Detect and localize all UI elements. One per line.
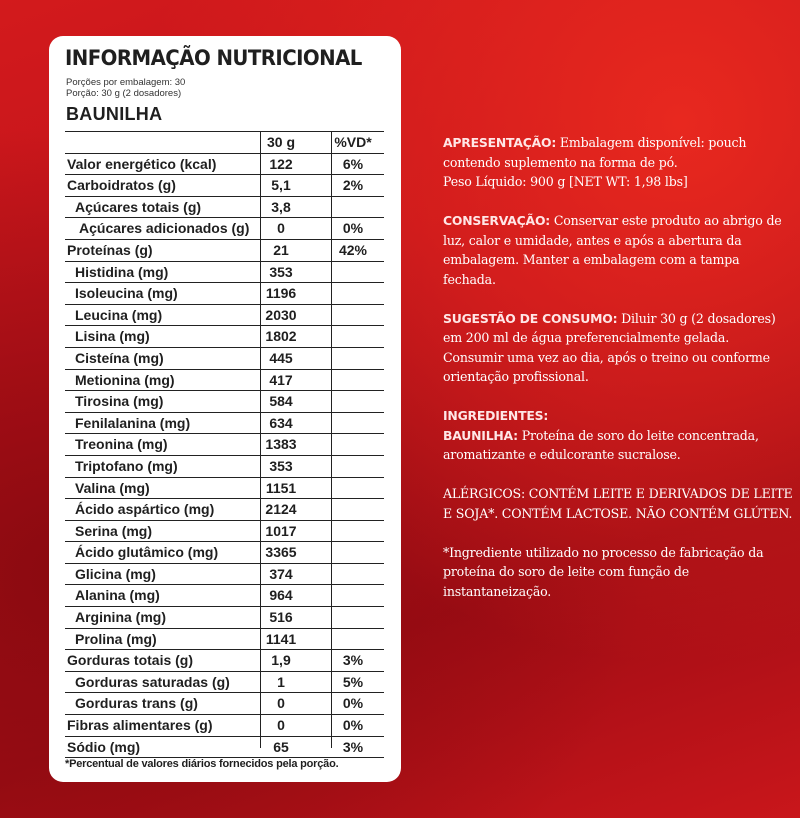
nutrient-name: Sódio (mg) [67,738,141,755]
nutrient-amount: 2124 [265,501,297,518]
nutrient-vd: 0% [342,695,364,712]
nutrient-name: Gorduras trans (g) [75,695,198,712]
table-row [65,629,384,651]
nutrient-name: Ácido glutâmico (mg) [75,544,219,561]
nutrient-vd: 0% [342,717,364,734]
sugestao-text: Diluir 30 g (2 dosadores) em 200 ml de água preferencialmente gelada. Consumir uma vez ao dia, após o treino ou conforme orientação profissional. [443,310,776,384]
table-row [65,348,384,370]
nutrient-amount: 1,9 [271,652,291,669]
apresentacao-text: Embalagem disponível: pouch contendo suplemento na forma de pó. [443,135,747,170]
table-row [65,672,384,694]
nutrient-name: Isoleucina (mg) [75,285,178,302]
table-row [65,650,384,672]
table-row [65,715,384,737]
apresentacao-heading: APRESENTAÇÃO: [443,135,557,150]
table-header-row [65,132,384,154]
nutrient-name: Arginina (mg) [75,609,166,626]
nutrient-amount: 1151 [265,479,297,496]
nutrient-amount: 122 [269,155,293,172]
nutrient-name: Gorduras totais (g) [67,652,194,669]
ingredientes-heading: INGREDIENTES: [443,408,549,423]
conservacao-section [443,211,793,289]
nutrient-name: Glicina (mg) [75,565,156,582]
baunilha-heading: BAUNILHA: [443,427,518,443]
nutrient-vd: 42% [338,241,368,258]
nutrient-amount: 1196 [265,285,297,302]
nutrient-amount: 584 [269,393,293,410]
conservacao-text: Conservar este produto ao abrigo de luz, calor e umidade, antes e após a abertura da embalagem. Manter a embalagem com a tampa fechada. [443,213,782,287]
baunilha-text: Proteína de soro do leite concentrada, aromatizante e edulcorante sucralose. [443,427,759,462]
nutrient-name: Lisina (mg) [75,328,150,345]
nutrient-amount: 0 [277,220,285,237]
table-row [65,413,384,435]
nutrient-name: Gorduras saturadas (g) [75,673,230,690]
nutrient-amount: 417 [269,371,293,388]
nutrient-amount: 21 [273,241,289,258]
nutrient-name: Açúcares totais (g) [75,198,202,215]
nutrient-name: Tirosina (mg) [75,393,164,410]
label-footnote: *Percentual de valores diários fornecidos pela porção. [65,758,339,770]
nutrient-amount: 353 [269,263,293,280]
nutrient-name: Prolina (mg) [75,630,157,647]
nutrient-amount: 964 [269,587,293,604]
nutrient-amount: 3,8 [271,198,291,215]
nutrient-amount: 2030 [265,306,297,323]
apresentacao-section [443,133,793,192]
table-row [65,564,384,586]
nutrient-name: Serina (mg) [75,522,153,539]
table-row [65,326,384,348]
sugestao-heading: SUGESTÃO DE CONSUMO: [443,310,618,326]
nutrient-vd: 5% [342,673,364,690]
nutrient-name: Histidina (mg) [75,263,169,280]
nutrient-name: Proteínas (g) [67,241,153,258]
nutrient-amount: 1 [277,673,285,690]
table-row [65,542,384,564]
nutrient-amount: 1802 [265,328,297,345]
alergicos-warning: ALÉRGICOS: CONTÉM LEITE E DERIVADOS DE LEITE E SOJA*. CONTÉM LACTOSE. NÃO CONTÉM GLÚTEN. [443,486,793,521]
nutrient-name: Metionina (mg) [75,371,175,388]
nutrition-label [49,36,401,782]
ingredientes-section [443,406,793,465]
nutrient-name: Ácido aspártico (mg) [75,501,215,518]
column-header-amount: 30 g [266,134,295,150]
conservacao-heading: CONSERVAÇÃO: [443,213,551,228]
table-row [65,499,384,521]
table-row [65,370,384,392]
nutrient-name: Alanina (mg) [75,587,160,604]
nutrient-vd: 2% [342,177,364,194]
nutrient-name: Valina (mg) [75,479,150,496]
table-row [65,585,384,607]
flavor-name: BAUNILHA [66,104,163,124]
nutrient-name: Leucina (mg) [75,306,163,323]
table-row [65,737,384,759]
nutrient-amount: 1141 [265,630,297,647]
nutrient-amount: 353 [269,457,293,474]
column-header-vd: %VD* [334,134,372,150]
net-weight: Peso Líquido: 900 g [NET WT: 1,98 lbs] [443,174,688,189]
table-row [65,262,384,284]
label-title: INFORMAÇÃO NUTRICIONAL [65,46,362,70]
table-row [65,240,384,262]
table-row [65,197,384,219]
nutrient-amount: 634 [269,414,293,431]
product-info [443,133,793,621]
nutrient-amount: 1017 [265,522,297,539]
nutrient-name: Carboidratos (g) [67,177,176,194]
nutrient-vd: 0% [342,220,364,237]
ingredient-note: *Ingrediente utilizado no processo de fabricação da proteína do soro de leite com função de instantaneização. [443,544,764,599]
nutrient-amount: 5,1 [271,177,291,194]
nutrient-name: Treonina (mg) [75,436,168,453]
nutrient-vd: 3% [342,738,364,755]
table-row [65,154,384,176]
table-row [65,175,384,197]
nutrient-amount: 1383 [265,436,297,453]
nutrient-vd: 3% [342,652,364,669]
nutrient-name: Fibras alimentares (g) [67,717,213,734]
table-row [65,478,384,500]
table-row [65,218,384,240]
sugestao-section [443,309,793,387]
nutrient-name: Triptofano (mg) [75,457,178,474]
nutrient-amount: 0 [277,717,285,734]
nutrient-vd: 6% [342,155,364,172]
table-row [65,607,384,629]
nutrient-name: Cisteína (mg) [75,349,164,366]
nutrient-name: Valor energético (kcal) [67,155,217,172]
table-row [65,283,384,305]
table-row [65,391,384,413]
table-row [65,521,384,543]
nutrient-amount: 65 [273,738,289,755]
nutrient-amount: 516 [269,609,293,626]
nutrient-amount: 0 [277,695,285,712]
nutrient-amount: 3365 [265,544,297,561]
nutrient-name: Açúcares adicionados (g) [79,220,250,237]
servings-line: Porções por embalagem: 30 [66,77,186,88]
table-row [65,456,384,478]
nutrient-amount: 445 [269,349,293,366]
table-row [65,305,384,327]
table-row [65,693,384,715]
table-row [65,434,384,456]
nutrient-name: Fenilalanina (mg) [75,414,191,431]
nutrient-amount: 374 [269,565,293,582]
portion-line: Porção: 30 g (2 dosadores) [66,88,182,99]
nutrition-table [65,131,384,758]
